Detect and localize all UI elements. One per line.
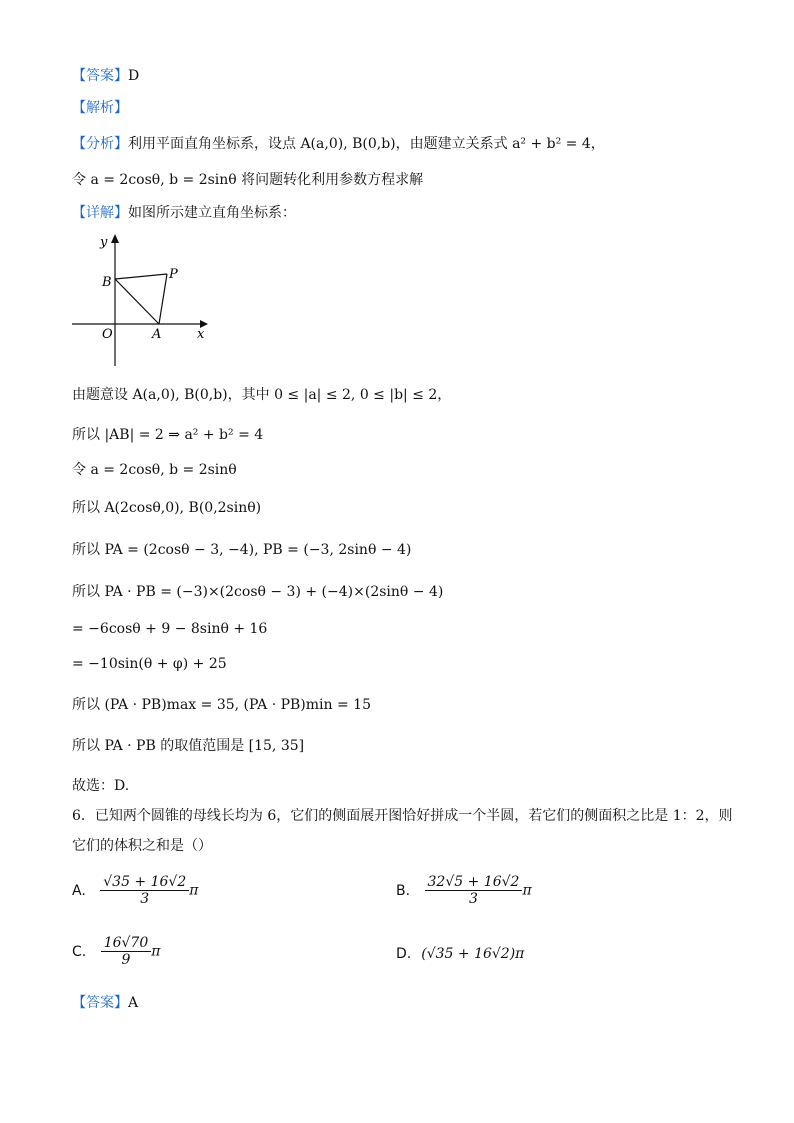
option-b-fraction <box>425 874 523 907</box>
answer2-tag: 【答案】 <box>72 995 128 1011</box>
option-b-pi: π <box>522 882 532 899</box>
step-line: = −6cosθ + 9 − 8sinθ + 16 <box>72 621 268 637</box>
option-d <box>396 946 524 962</box>
option-a-denominator: 3 <box>140 891 150 907</box>
label-p: P <box>169 267 178 282</box>
option-c-pi: π <box>151 943 161 960</box>
label-o: O <box>102 327 113 342</box>
answer-line-2 <box>72 993 138 1013</box>
detail-text: 如图所示建立直角坐标系： <box>128 205 296 221</box>
option-b <box>396 874 532 907</box>
option-b-label: B. <box>396 882 411 899</box>
segment-ab <box>115 279 159 324</box>
option-b-numerator: 32√5 + 16√2 <box>425 874 523 891</box>
detail-line <box>72 203 296 223</box>
step-line: 所以 |AB| = 2 ⇒ a² + b² = 4 <box>72 427 264 443</box>
step-line: 所以 PA · PB 的取值范围是 [15, 35] <box>72 738 305 754</box>
option-c-label: C. <box>72 943 87 960</box>
y-axis-arrow <box>111 234 119 243</box>
answer2-value: A <box>128 995 139 1011</box>
label-b: B <box>102 275 112 290</box>
option-d-text: (√35 + 16√2)π <box>421 946 525 962</box>
option-a <box>72 874 198 907</box>
step-line: 令 a = 2cosθ, b = 2sinθ <box>72 462 237 478</box>
analysis-heading <box>72 98 128 118</box>
step-line: 所以 (PA · PB)max = 35, (PA · PB)min = 15 <box>72 697 371 713</box>
answer-tag: 【答案】 <box>72 68 128 84</box>
label-x: x <box>197 327 205 342</box>
option-c-denominator: 9 <box>121 952 131 968</box>
option-c-numerator: 16√70 <box>101 935 152 952</box>
segment-bp <box>115 274 167 279</box>
answer-line-1 <box>72 66 139 86</box>
option-b-denominator: 3 <box>469 891 478 907</box>
option-c-fraction <box>101 935 152 968</box>
segment-pa <box>159 274 167 324</box>
option-a-pi: π <box>189 882 199 899</box>
option-a-numerator: √35 + 16√2 <box>100 874 189 891</box>
step-line: 所以 A(2cosθ,0), B(0,2sinθ) <box>72 500 262 516</box>
analysis-tag: 【解析】 <box>72 100 128 116</box>
fenxi-line-2: 令 a = 2cosθ, b = 2sinθ 将问题转化利用参数方程求解 <box>72 172 424 188</box>
step-line: 所以 PA · PB = (−3)×(2cosθ − 3) + (−4)×(2sinθ − 4) <box>72 584 444 600</box>
label-a: A <box>152 327 162 342</box>
step-line: 所以 PA = (2cosθ − 3, −4), PB = (−3, 2sinθ − 4) <box>72 542 412 558</box>
fenxi-line <box>72 134 605 154</box>
option-a-fraction <box>100 874 189 907</box>
answer-value: D <box>128 68 140 84</box>
fenxi-tag: 【分析】 <box>72 136 128 152</box>
step-line: = −10sin(θ + φ) + 25 <box>72 656 227 672</box>
option-d-label: D. <box>396 946 412 962</box>
coordinate-figure <box>70 228 215 370</box>
option-a-label: A. <box>72 882 86 899</box>
step-line: 故选：D. <box>72 778 130 794</box>
label-y: y <box>100 235 108 250</box>
detail-tag: 【详解】 <box>72 205 128 221</box>
question-line-2: 它们的体积之和是（） <box>72 838 212 854</box>
fenxi-text: 利用平面直角坐标系，设点 A(a,0), B(0,b)，由题建立关系式 a² + b² = 4， <box>128 136 605 152</box>
question-line-1: 6．已知两个圆锥的母线长均为 6，它们的侧面展开图恰好拼成一个半圆，若它们的侧面积之比是 1：2，则 <box>72 808 733 824</box>
option-c <box>72 935 160 968</box>
step-line: 由题意设 A(a,0), B(0,b)，其中 0 ≤ |a| ≤ 2, 0 ≤ |b| ≤ 2， <box>72 387 452 403</box>
